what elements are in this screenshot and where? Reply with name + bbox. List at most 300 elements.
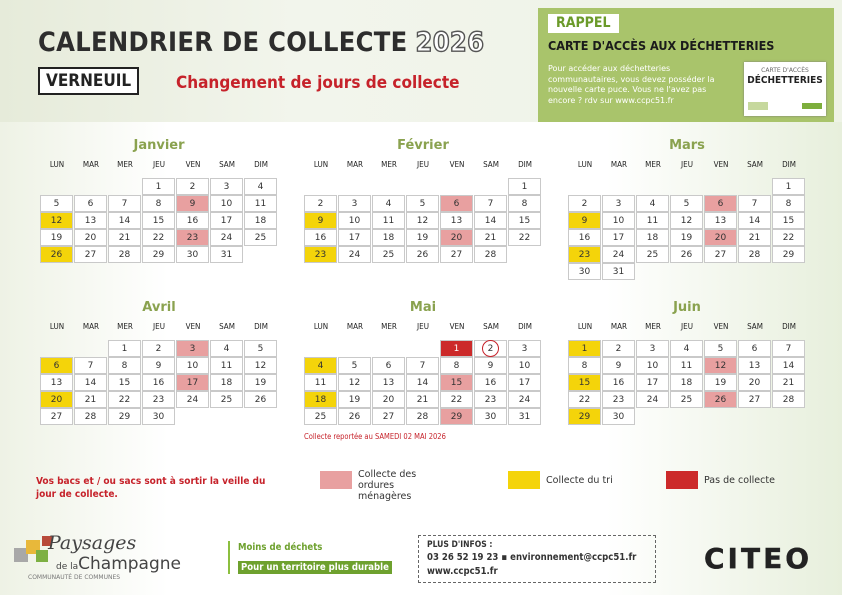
day-cell (406, 374, 439, 391)
day-number: 25 (680, 395, 693, 405)
day-cell (636, 374, 669, 391)
day-cell (210, 374, 243, 391)
day-cell (568, 263, 601, 280)
day-cell (440, 246, 473, 263)
day-cell-recycling (304, 212, 337, 229)
info-website[interactable]: www.ccpc51.fr (427, 566, 498, 577)
day-cell (304, 229, 337, 246)
day-number: 26 (254, 395, 267, 405)
day-number: 4 (385, 199, 392, 209)
day-cell (40, 229, 73, 246)
day-number: 25 (382, 250, 395, 260)
day-number: 15 (450, 378, 463, 388)
day-number: 21 (84, 395, 97, 405)
day-number: 10 (220, 199, 233, 209)
weekday-header: MER (381, 160, 397, 169)
card-logo-left (748, 102, 768, 110)
day-number: 16 (186, 216, 199, 226)
day-number: 12 (714, 361, 727, 371)
day-number: 5 (351, 361, 358, 371)
day-number: 3 (521, 344, 528, 354)
day-number: 6 (385, 361, 392, 371)
info-email[interactable]: environnement@ccpc51.fr (510, 552, 637, 563)
card-logo-right (802, 103, 822, 109)
weekday-header: MAR (610, 160, 628, 169)
day-number: 13 (450, 216, 463, 226)
citeo-logo: CITEO (704, 542, 812, 575)
day-cell-recycling (304, 246, 337, 263)
day-cell (670, 212, 703, 229)
day-cell (40, 195, 73, 212)
day-cell (636, 391, 669, 408)
day-cell (670, 195, 703, 212)
day-cell-household-waste (176, 374, 209, 391)
day-cell (602, 195, 635, 212)
info-phone: 03 26 52 19 23 (427, 552, 499, 563)
day-number: 21 (748, 233, 761, 243)
day-number: 22 (782, 233, 795, 243)
weekday-header: MAR (82, 322, 100, 331)
day-number: 10 (646, 361, 659, 371)
day-cell (772, 178, 805, 195)
weekday-header: LUN (313, 160, 329, 169)
day-cell-household-waste (440, 374, 473, 391)
day-number: 29 (152, 250, 165, 260)
day-number: 11 (680, 361, 693, 371)
day-cell (636, 212, 669, 229)
day-number: 9 (155, 361, 162, 371)
day-cell (304, 195, 337, 212)
day-number: 26 (50, 250, 63, 260)
day-number: 7 (487, 199, 494, 209)
day-cell (372, 408, 405, 425)
day-cell (670, 357, 703, 374)
day-cell (508, 357, 541, 374)
day-number: 20 (50, 395, 63, 405)
day-cell (508, 340, 541, 357)
day-number: 18 (680, 378, 693, 388)
weekday-header: VEN (185, 322, 201, 331)
day-number: 24 (348, 250, 361, 260)
day-cell (738, 374, 771, 391)
weekday-header: MAR (346, 322, 364, 331)
day-number: 3 (351, 199, 358, 209)
weekday-header: VEN (449, 160, 465, 169)
day-number: 25 (646, 250, 659, 260)
day-number: 6 (453, 199, 460, 209)
day-number: 15 (578, 378, 591, 388)
day-number: 6 (717, 199, 724, 209)
day-number: 13 (84, 216, 97, 226)
day-cell (772, 195, 805, 212)
weekday-header: DIM (782, 322, 796, 331)
weekday-header: VEN (449, 322, 465, 331)
day-number: 30 (484, 412, 497, 422)
day-cell (704, 212, 737, 229)
day-cell (704, 340, 737, 357)
day-number: 9 (581, 216, 588, 226)
weekday-header: VEN (713, 160, 729, 169)
day-cell (772, 374, 805, 391)
day-number: 20 (382, 395, 395, 405)
day-cell (508, 229, 541, 246)
day-cell-recycling (304, 391, 337, 408)
day-cell (74, 212, 107, 229)
day-number: 4 (683, 344, 690, 354)
legend-swatch-om (320, 471, 352, 489)
day-cell (210, 229, 243, 246)
day-cell-household-waste (176, 195, 209, 212)
day-number: 27 (84, 250, 97, 260)
day-number: 24 (612, 250, 625, 260)
day-number: 8 (453, 361, 460, 371)
day-number: 17 (348, 233, 361, 243)
day-cell-recycling (40, 246, 73, 263)
day-cell (74, 246, 107, 263)
day-cell (372, 246, 405, 263)
weekday-header: JEU (153, 322, 165, 331)
day-cell-household-waste (440, 229, 473, 246)
logo-sub: COMMUNAUTÉ DE COMMUNES (28, 574, 121, 581)
day-number: 15 (152, 216, 165, 226)
day-number: 9 (317, 216, 324, 226)
day-cell (602, 212, 635, 229)
day-cell (142, 195, 175, 212)
day-number: 18 (314, 395, 327, 405)
day-cell (176, 212, 209, 229)
day-cell-household-waste (704, 195, 737, 212)
day-number: 13 (382, 378, 395, 388)
weekday-header: DIM (782, 160, 796, 169)
day-number: 24 (646, 395, 659, 405)
weekday-header: MER (645, 322, 661, 331)
day-number: 8 (581, 361, 588, 371)
day-cell (372, 229, 405, 246)
day-cell-recycling (568, 212, 601, 229)
day-number: 18 (220, 378, 233, 388)
weekday-header: DIM (518, 160, 532, 169)
weekday-header: SAM (219, 160, 235, 169)
day-number: 5 (53, 199, 60, 209)
day-cell (636, 229, 669, 246)
day-number: 11 (646, 216, 659, 226)
day-cell (508, 178, 541, 195)
day-number: 28 (118, 250, 131, 260)
day-number: 17 (220, 216, 233, 226)
day-number: 13 (748, 361, 761, 371)
day-cell (406, 212, 439, 229)
day-number: 22 (152, 233, 165, 243)
day-number: 3 (189, 344, 196, 354)
day-number: 16 (578, 233, 591, 243)
rappel-panel (538, 8, 834, 122)
weekday-header: JEU (417, 160, 429, 169)
month-6 (568, 300, 808, 450)
day-cell (142, 212, 175, 229)
paysages-champagne-logo (14, 532, 224, 587)
month-name: Juin (673, 300, 701, 315)
weekday-header: JEU (417, 322, 429, 331)
day-cell (40, 408, 73, 425)
rappel-tag: RAPPEL (548, 14, 619, 33)
day-number: 10 (186, 361, 199, 371)
day-cell (142, 374, 175, 391)
day-number: 25 (254, 233, 267, 243)
day-number: 30 (186, 250, 199, 260)
day-cell (508, 408, 541, 425)
weekday-header: LUN (49, 160, 65, 169)
day-number: 20 (714, 233, 727, 243)
month-4 (40, 300, 280, 450)
day-cell (670, 391, 703, 408)
day-cell (508, 374, 541, 391)
weekday-header: SAM (483, 160, 499, 169)
day-cell (602, 391, 635, 408)
day-cell-recycling (40, 391, 73, 408)
day-cell (244, 357, 277, 374)
day-number: 14 (416, 378, 429, 388)
mai-note: Collecte reportée au SAMEDI 02 MAI 2026 (304, 432, 446, 441)
rescheduled-circle-icon (482, 340, 499, 357)
legend-label-tri: Collecte du tri (546, 475, 613, 486)
logo-line1: Paysages (48, 532, 137, 554)
day-cell (602, 408, 635, 425)
day-number: 1 (581, 344, 588, 354)
day-number: 14 (782, 361, 795, 371)
day-cell (568, 357, 601, 374)
day-number: 30 (578, 267, 591, 277)
day-cell (142, 357, 175, 374)
info-contacts (427, 551, 647, 565)
day-number: 5 (419, 199, 426, 209)
day-number: 28 (416, 412, 429, 422)
weekday-header: SAM (747, 322, 763, 331)
day-cell (508, 391, 541, 408)
weekday-header: DIM (254, 322, 268, 331)
day-number: 6 (87, 199, 94, 209)
day-cell (474, 374, 507, 391)
day-cell (210, 246, 243, 263)
day-number: 3 (649, 344, 656, 354)
day-cell (406, 229, 439, 246)
day-cell (738, 391, 771, 408)
day-number: 24 (186, 395, 199, 405)
day-number: 10 (348, 216, 361, 226)
slogan (228, 541, 392, 574)
day-number: 12 (50, 216, 63, 226)
day-cell (372, 212, 405, 229)
day-number: 17 (186, 378, 199, 388)
day-number: 15 (118, 378, 131, 388)
day-number: 19 (50, 233, 63, 243)
day-cell (474, 340, 507, 357)
month-name: Avril (142, 300, 176, 315)
day-number: 2 (487, 344, 494, 354)
day-cell (406, 195, 439, 212)
day-cell (338, 408, 371, 425)
day-number: 2 (581, 199, 588, 209)
day-number: 31 (518, 412, 531, 422)
day-cell (474, 195, 507, 212)
day-cell (244, 391, 277, 408)
day-cell (772, 229, 805, 246)
day-cell (244, 229, 277, 246)
day-number: 12 (680, 216, 693, 226)
day-cell (244, 340, 277, 357)
day-number: 11 (254, 199, 267, 209)
weekday-header: VEN (185, 160, 201, 169)
day-cell (772, 246, 805, 263)
weekday-header: JEU (681, 322, 693, 331)
access-card-image (744, 62, 826, 116)
weekday-header: VEN (713, 322, 729, 331)
card-line1: CARTE D'ACCÈS (761, 67, 809, 74)
day-number: 8 (121, 361, 128, 371)
day-cell (738, 357, 771, 374)
day-cell (108, 212, 141, 229)
title-text: CALENDRIER DE COLLECTE (38, 27, 408, 58)
month-name: Mars (669, 138, 705, 153)
day-number: 5 (717, 344, 724, 354)
day-cell-no-collection (440, 340, 473, 357)
weekday-header: LUN (577, 322, 593, 331)
weekday-header: MER (381, 322, 397, 331)
day-cell (440, 357, 473, 374)
day-number: 2 (155, 344, 162, 354)
day-cell (670, 374, 703, 391)
day-number: 31 (220, 250, 233, 260)
day-cell (338, 212, 371, 229)
day-number: 9 (615, 361, 622, 371)
day-number: 3 (223, 182, 230, 192)
day-number: 6 (53, 361, 60, 371)
day-cell (210, 178, 243, 195)
day-cell (474, 246, 507, 263)
day-cell (772, 391, 805, 408)
day-number: 8 (521, 199, 528, 209)
day-number: 7 (419, 361, 426, 371)
day-number: 26 (714, 395, 727, 405)
day-number: 30 (612, 412, 625, 422)
day-cell (338, 357, 371, 374)
day-number: 24 (220, 233, 233, 243)
day-cell (602, 357, 635, 374)
day-cell (338, 229, 371, 246)
day-cell (474, 357, 507, 374)
day-cell (738, 212, 771, 229)
day-number: 23 (612, 395, 625, 405)
day-number: 12 (416, 216, 429, 226)
day-number: 19 (680, 233, 693, 243)
day-number: 19 (416, 233, 429, 243)
day-number: 11 (314, 378, 327, 388)
day-cell (74, 357, 107, 374)
page-title (38, 27, 484, 58)
day-number: 25 (220, 395, 233, 405)
day-number: 1 (453, 344, 460, 354)
day-cell-recycling (40, 357, 73, 374)
day-number: 8 (785, 199, 792, 209)
day-cell (176, 246, 209, 263)
day-cell (372, 195, 405, 212)
day-cell-household-waste (440, 195, 473, 212)
day-cell (372, 374, 405, 391)
day-number: 14 (84, 378, 97, 388)
day-number: 22 (518, 233, 531, 243)
day-cell (772, 340, 805, 357)
day-number: 29 (118, 412, 131, 422)
day-cell (406, 357, 439, 374)
day-number: 2 (189, 182, 196, 192)
day-number: 21 (118, 233, 131, 243)
day-cell (372, 391, 405, 408)
day-number: 21 (782, 378, 795, 388)
day-cell (338, 246, 371, 263)
day-number: 6 (751, 344, 758, 354)
day-number: 1 (521, 182, 528, 192)
weekday-header: SAM (483, 322, 499, 331)
day-cell (704, 246, 737, 263)
day-number: 12 (348, 378, 361, 388)
day-cell (74, 229, 107, 246)
day-number: 19 (348, 395, 361, 405)
weekday-header: DIM (254, 160, 268, 169)
commune-label: VERNEUIL (38, 67, 139, 95)
logo-small: de la (56, 562, 79, 572)
day-cell (142, 340, 175, 357)
day-cell (210, 391, 243, 408)
month-name: Février (397, 138, 449, 153)
day-cell-household-waste (704, 391, 737, 408)
logo-line2: Champagne (78, 554, 181, 574)
day-number: 28 (484, 250, 497, 260)
day-cell (108, 374, 141, 391)
weekday-header: MAR (82, 160, 100, 169)
day-cell-recycling (568, 408, 601, 425)
title-year: 2026 (415, 27, 485, 58)
day-number: 23 (186, 233, 199, 243)
day-number: 11 (220, 361, 233, 371)
day-number: 31 (612, 267, 625, 277)
day-cell (108, 391, 141, 408)
legend-swatch-pas (666, 471, 698, 489)
day-cell (568, 195, 601, 212)
month-2 (304, 138, 544, 288)
day-number: 17 (612, 233, 625, 243)
weekday-header: SAM (219, 322, 235, 331)
day-number: 7 (751, 199, 758, 209)
day-cell (508, 195, 541, 212)
day-cell (244, 178, 277, 195)
day-cell-household-waste (704, 357, 737, 374)
rappel-text: Pour accéder aux déchetteries communautaires, vous devez posséder la nouvelle carte puce. Vous ne l'avez pas encore ? rdv sur www.ccpc51.fr (548, 64, 715, 105)
day-number: 22 (450, 395, 463, 405)
day-number: 28 (782, 395, 795, 405)
day-cell (108, 195, 141, 212)
day-cell (738, 340, 771, 357)
day-number: 5 (257, 344, 264, 354)
day-number: 7 (121, 199, 128, 209)
day-cell (474, 408, 507, 425)
weekday-header: MAR (346, 160, 364, 169)
day-cell-recycling (568, 340, 601, 357)
day-cell (568, 229, 601, 246)
day-number: 11 (382, 216, 395, 226)
weekday-header: LUN (49, 322, 65, 331)
day-cell (210, 340, 243, 357)
weekday-header: JEU (153, 160, 165, 169)
day-cell (244, 374, 277, 391)
